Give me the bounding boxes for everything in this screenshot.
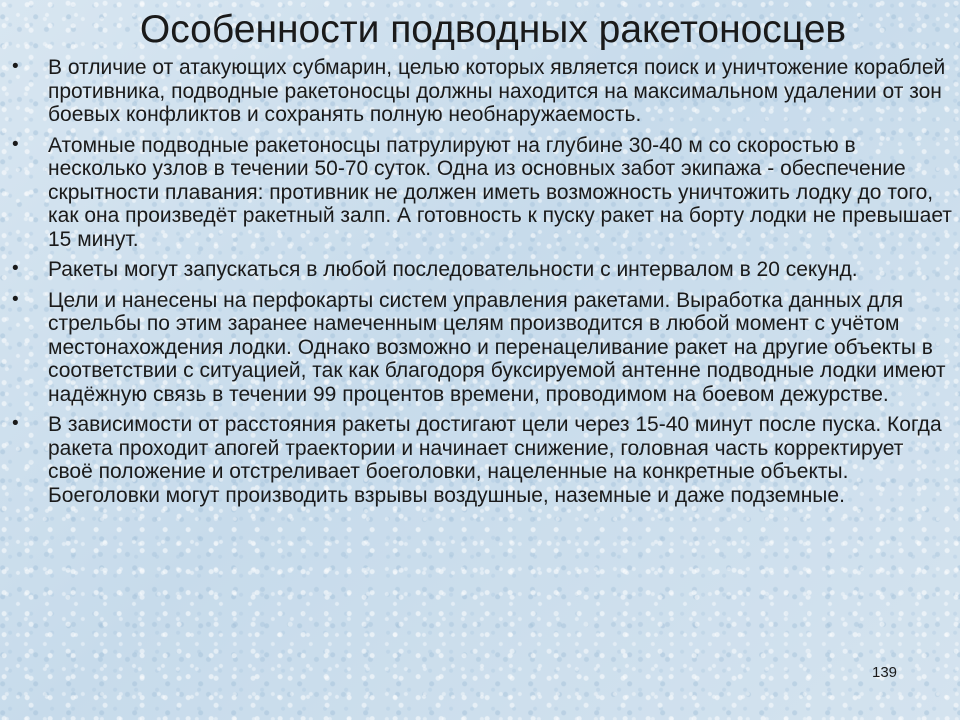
bullet-item (10, 289, 952, 407)
bullet-text: В зависимости от расстояния ракеты достигают цели через 15-40 минут после пуска. Когда ракета проходит апогей траектории и начинает снижение, головная часть корректирует своё положение и отстреливает боеголовки, нацеленные на конкретные объекты. Боеголовки могут производить взрывы воздушные, наземные и даже подземные. (48, 413, 942, 507)
bullet-icon: • (12, 288, 19, 310)
bullet-item (10, 413, 952, 507)
bullet-text: В отличие от атакующих субмарин, целью которых является поиск и уничтожение кораблей противника, подводные ракетоносцы должны находится на максимальном удалении от зон боевых конфликтов и сохранять полную необнаружаемость. (48, 56, 946, 126)
bullet-item (10, 258, 952, 282)
slide-number: 139 (872, 664, 898, 681)
bullet-icon: • (12, 56, 19, 77)
bullet-icon: • (12, 413, 19, 434)
bullet-item (10, 56, 952, 127)
bullet-item (10, 134, 952, 252)
bullet-icon: • (12, 133, 19, 155)
bullet-list (10, 56, 952, 514)
bullet-text: Цели и нанесены на перфокарты систем управления ракетами. Выработка данных для стрельбы по этим заранее намеченным целям производится в любой момент с учётом местонахождения лодки. Однако возможно и перенацеливание ракет на другие объекты в соответствии с ситуацией, так как благодоря буксируемой антенне подводные лодки имеют надёжную связь в течении 99 процентов времени, проводимом на боевом дежурстве. (48, 288, 946, 406)
slide-title: Особенности подводных ракетоносцев (139, 8, 847, 51)
bullet-text: Атомные подводные ракетоносцы патрулируют на глубине 30-40 м со скоростью в несколько узлов в течении 50-70 суток. Одна из основных забот экипажа - обеспечение скрытности плавания: противник не должен иметь возможность уничтожить лодку до того, как она произведёт ракетный залп. А готовность к пуску ракет на борту лодки не превышает 15 минут. (48, 133, 952, 251)
bullet-icon: • (12, 258, 19, 279)
bullet-text: Ракеты могут запускаться в любой последовательности с интервалом в 20 секунд. (48, 258, 858, 281)
